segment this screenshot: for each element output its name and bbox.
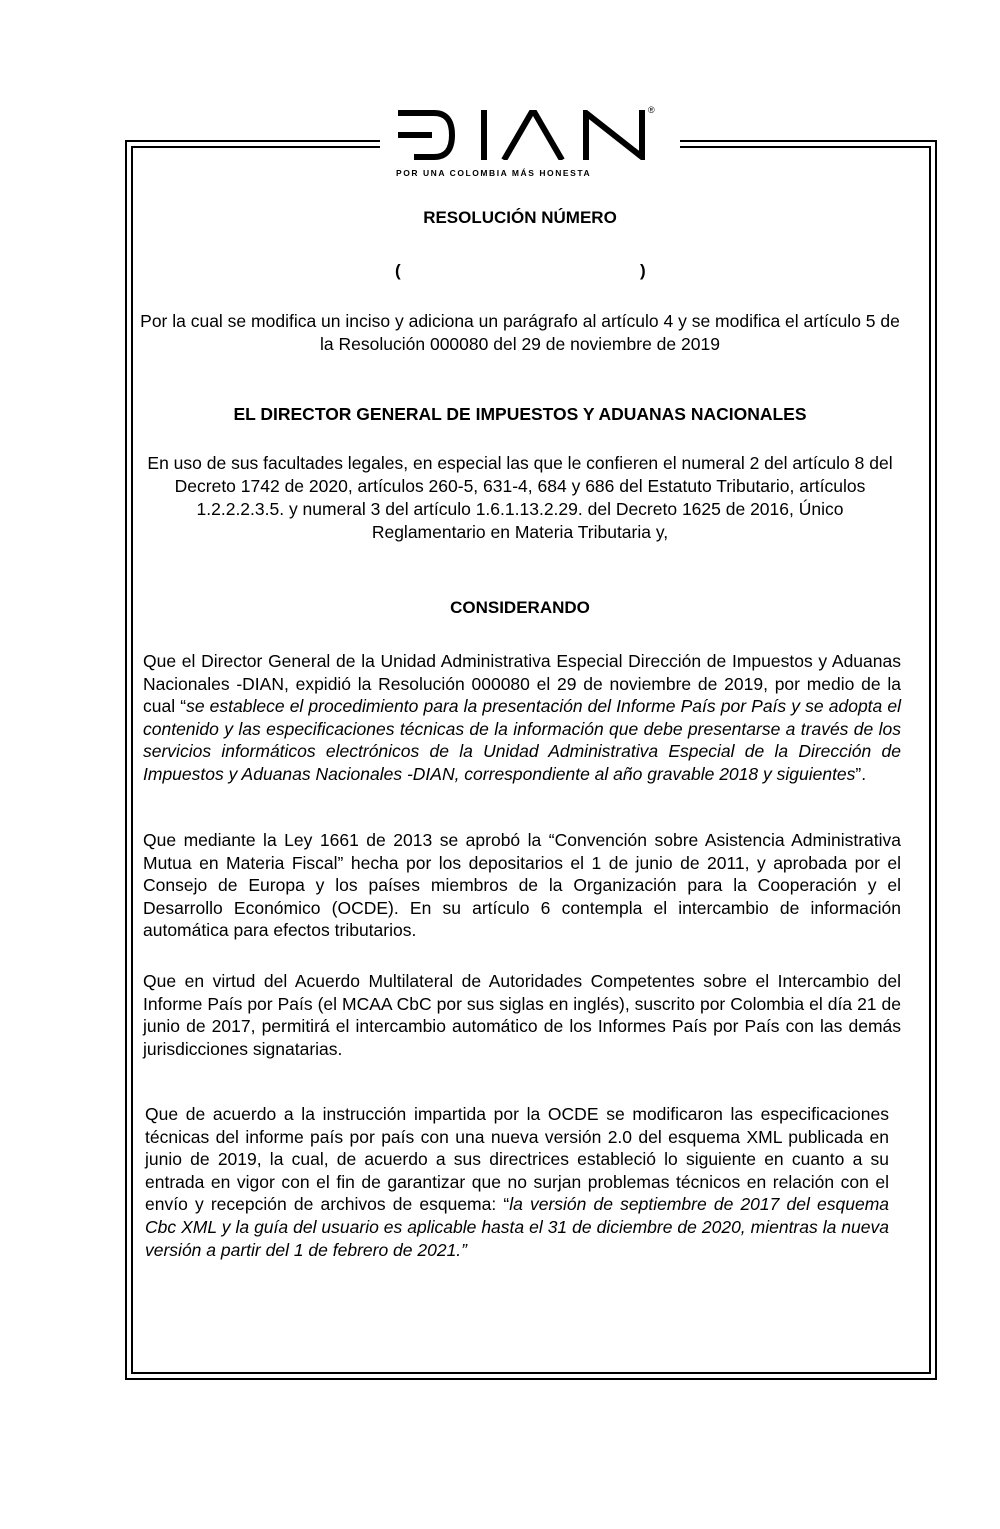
- paragraph-3: Que en virtud del Acuerdo Multilateral de Autoridades Competentes sobre el Intercambio del Informe País por País (el MCAA CbC por sus siglas en inglés), suscrito por Colombia el día 21 de junio de 2017, permitirá el intercambio automático de los Informes País por País con las demás jurisdicciones signatarias.: [143, 971, 901, 1059]
- paragraph-1: [143, 650, 901, 786]
- considerando-heading: CONSIDERANDO: [450, 598, 590, 617]
- resolution-title: RESOLUCIÓN NÚMERO: [423, 208, 617, 227]
- issuer-heading: EL DIRECTOR GENERAL DE IMPUESTOS Y ADUANAS NACIONALES: [233, 404, 807, 424]
- paragraph-4: [145, 1103, 889, 1261]
- registered-mark: ®: [648, 105, 655, 115]
- paragraph-2: Que mediante la Ley 1661 de 2013 se aprobó la “Convención sobre Asistencia Administrativa Mutua en Materia Fiscal” hecha por los depositarios el 1 de junio de 2011, y aprobada por el Consejo de Europa y los países miembros de la Organización para la Cooperación y el Desarrollo Económico (OCDE). En su artículo 6 contempla el intercambio de información automática para efectos tributarios.: [143, 830, 901, 941]
- dian-logo: [380, 102, 680, 182]
- paragraph-1-quote: se establece el procedimiento para la presentación del Informe País por País y se adopta el contenido y las especificaciones técnicas de la información que debe presentarse a través de los servicios informáticos electrónicos de la Unidad Administrativa Especial de la Dirección de Impuestos y Aduanas Nacionales -DIAN, correspondiente al año gravable 2018 y siguientes: [143, 696, 902, 784]
- paragraph-4-quote: la versión de septiembre de 2017 del esquema Cbc XML y la guía del usuario es aplicable hasta el 31 de diciembre de 2020, mientras la nueva versión a partir del 1 de febrero de 2021.”: [145, 1194, 889, 1260]
- paragraph-4-lead: Que de acuerdo a la instrucción impartida por la OCDE se modificaron las especificaciones técnicas del informe país por país con una nueva versión 2.0 del esquema XML publicada en junio de 2019, la cual, de acuerdo a sus directrices estableció lo siguiente en cuanto a su entrada en vigor con el fin de garantizar que no surjan problemas técnicos en relación con el envío y recepción de archivos de esquema: “: [145, 1104, 889, 1215]
- number-paren-open: (: [395, 261, 401, 280]
- resolution-subtitle: Por la cual se modifica un inciso y adiciona un parágrafo al artículo 4 y se modifica el artículo 5 de la Resolución 000080 del 29 de noviembre de 2019: [140, 311, 900, 354]
- dian-wordmark: [398, 110, 650, 160]
- number-paren-close: ): [640, 261, 646, 280]
- paragraph-1-tail: ”.: [855, 763, 867, 784]
- paragraph-1-lead: Que el Director General de la Unidad Administrativa Especial Dirección de Impuestos y Aduanas Nacionales -DIAN, expidió la Resolución 000080 el 29 de noviembre de 2019, por medio de la cual “: [143, 651, 901, 717]
- legal-powers: En uso de sus facultades legales, en especial las que le confieren el numeral 2 del artículo 8 del Decreto 1742 de 2020, artículos 260-5, 631-4, 684 y 686 del Estatuto Tributario, artículos 1.2.2.2.3.5. y numeral 3 del artículo 1.6.1.13.2.29. del Decreto 1625 de 2016, Único Reglamentario en Materia Tributaria y,: [147, 453, 893, 542]
- logo-tagline: POR UNA COLOMBIA MÁS HONESTA: [396, 168, 592, 178]
